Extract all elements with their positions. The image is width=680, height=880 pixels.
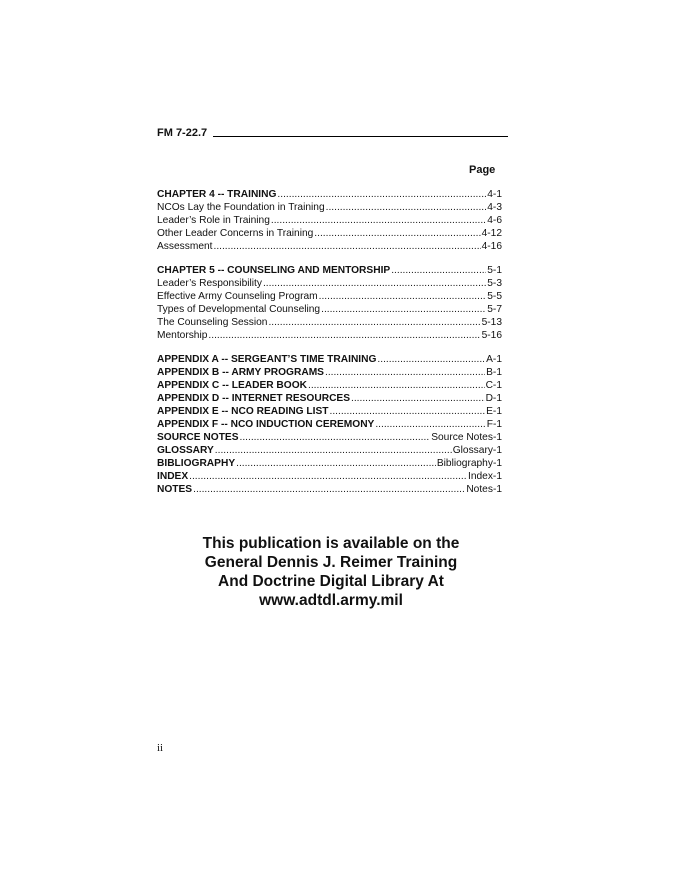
toc-entry-page: 4-12: [481, 228, 502, 239]
toc-entry-page: Glossary-1: [452, 445, 502, 456]
toc-entry-title: Mentorship: [157, 330, 208, 341]
toc-entry-title: INDEX: [157, 471, 189, 482]
toc-entry-title: Other Leader Concerns in Training: [157, 228, 314, 239]
dot-leader: [308, 379, 485, 392]
toc-entry-title: SOURCE NOTES: [157, 432, 239, 443]
toc-entry: [157, 188, 502, 201]
page-column-label: Page: [469, 164, 496, 176]
dot-leader: [240, 431, 431, 444]
toc-entry: [157, 405, 502, 418]
toc-entry-page: Source Notes-1: [431, 432, 502, 443]
toc-entry: [157, 444, 502, 457]
toc-entry: [157, 303, 502, 316]
toc-entry-title: Leader’s Responsibility: [157, 278, 262, 289]
toc-entry-title: BIBLIOGRAPHY: [157, 458, 236, 469]
toc-entry: [157, 201, 502, 214]
dot-leader: [271, 214, 486, 227]
toc-entry: [157, 214, 502, 227]
toc-entry-page: 5-16: [481, 330, 502, 341]
header-rule: [213, 136, 508, 137]
toc-entry-title: APPENDIX C -- LEADER BOOK: [157, 380, 307, 391]
toc-entry: [157, 290, 502, 303]
dot-leader: [325, 366, 485, 379]
running-header: [157, 127, 508, 139]
dot-leader: [375, 418, 485, 431]
toc-entry: [157, 240, 502, 253]
notice-line-1: This publication is available on the: [202, 535, 460, 552]
dot-leader: [189, 470, 467, 483]
notice-line-2: General Dennis J. Reimer Training: [204, 554, 458, 571]
toc-entry-page: A-1: [486, 354, 502, 365]
toc-entry-page: 5-3: [487, 278, 502, 289]
toc-group-chapter-5: [157, 264, 502, 342]
toc-entry-title: GLOSSARY: [157, 445, 214, 456]
toc-entry-page: 4-6: [487, 215, 502, 226]
toc-entry-title: CHAPTER 5 -- COUNSELING AND MENTORSHIP: [157, 265, 391, 276]
toc-entry-page: 5-1: [487, 265, 502, 276]
dot-leader: [319, 290, 487, 303]
toc-entry: [157, 277, 502, 290]
toc-entry-title: Types of Developmental Counseling: [157, 304, 321, 315]
toc-entry-page: C-1: [485, 380, 502, 391]
toc-entry-page: 4-3: [487, 202, 502, 213]
toc-entry-title: NOTES: [157, 484, 193, 495]
toc-entry: [157, 227, 502, 240]
availability-notice: [185, 534, 477, 610]
toc-entry-title: APPENDIX B -- ARMY PROGRAMS: [157, 367, 324, 378]
toc-entry: [157, 392, 502, 405]
dot-leader: [208, 329, 480, 342]
dot-leader: [277, 188, 486, 201]
toc-entry: [157, 316, 502, 329]
toc-entry-page: 4-16: [481, 241, 502, 252]
toc-entry-title: APPENDIX E -- NCO READING LIST: [157, 406, 329, 417]
table-of-contents: [157, 188, 502, 507]
toc-entry-title: APPENDIX F -- NCO INDUCTION CEREMONY: [157, 419, 375, 430]
dot-leader: [213, 240, 480, 253]
toc-entry-page: 5-5: [487, 291, 502, 302]
dot-leader: [268, 316, 480, 329]
toc-entry-title: CHAPTER 4 -- TRAINING: [157, 189, 277, 200]
toc-entry-title: APPENDIX D -- INTERNET RESOURCES: [157, 393, 351, 404]
toc-entry-page: B-1: [486, 367, 502, 378]
dot-leader: [215, 444, 452, 457]
notice-url: www.adtdl.army.mil: [259, 592, 403, 609]
toc-entry-page: D-1: [485, 393, 502, 404]
toc-entry: [157, 457, 502, 470]
dot-leader: [193, 483, 465, 496]
toc-entry: [157, 366, 502, 379]
toc-entry-title: Effective Army Counseling Program: [157, 291, 318, 302]
toc-entry-page: Notes-1: [466, 484, 502, 495]
toc-entry: [157, 329, 502, 342]
toc-entry-page: E-1: [486, 406, 502, 417]
dot-leader: [391, 264, 486, 277]
toc-entry: [157, 418, 502, 431]
page-number: ii: [157, 742, 164, 754]
document-id: FM 7-22.7: [157, 127, 208, 139]
toc-group-back-matter: [157, 353, 502, 496]
toc-entry: [157, 483, 502, 496]
toc-entry: [157, 379, 502, 392]
toc-entry-page: F-1: [486, 419, 502, 430]
toc-entry: [157, 470, 502, 483]
dot-leader: [377, 353, 485, 366]
toc-entry-page: Bibliography-1: [436, 458, 502, 469]
dot-leader: [321, 303, 486, 316]
dot-leader: [236, 457, 436, 470]
notice-line-3: And Doctrine Digital Library At: [218, 573, 444, 590]
toc-entry-title: Assessment: [157, 241, 213, 252]
dot-leader: [351, 392, 485, 405]
toc-group-chapter-4: [157, 188, 502, 253]
dot-leader: [330, 405, 486, 418]
toc-entry: [157, 353, 502, 366]
dot-leader: [263, 277, 486, 290]
toc-entry-title: APPENDIX A -- SERGEANT’S TIME TRAINING: [157, 354, 377, 365]
toc-entry-title: The Counseling Session: [157, 317, 268, 328]
toc-entry-title: NCOs Lay the Foundation in Training: [157, 202, 325, 213]
toc-entry-page: 5-7: [487, 304, 502, 315]
toc-entry-page: 5-13: [481, 317, 502, 328]
toc-entry-page: Index-1: [468, 471, 502, 482]
toc-entry: [157, 264, 502, 277]
toc-entry-title: Leader’s Role in Training: [157, 215, 270, 226]
dot-leader: [314, 227, 480, 240]
toc-entry: [157, 431, 502, 444]
dot-leader: [326, 201, 487, 214]
toc-entry-page: 4-1: [487, 189, 502, 200]
